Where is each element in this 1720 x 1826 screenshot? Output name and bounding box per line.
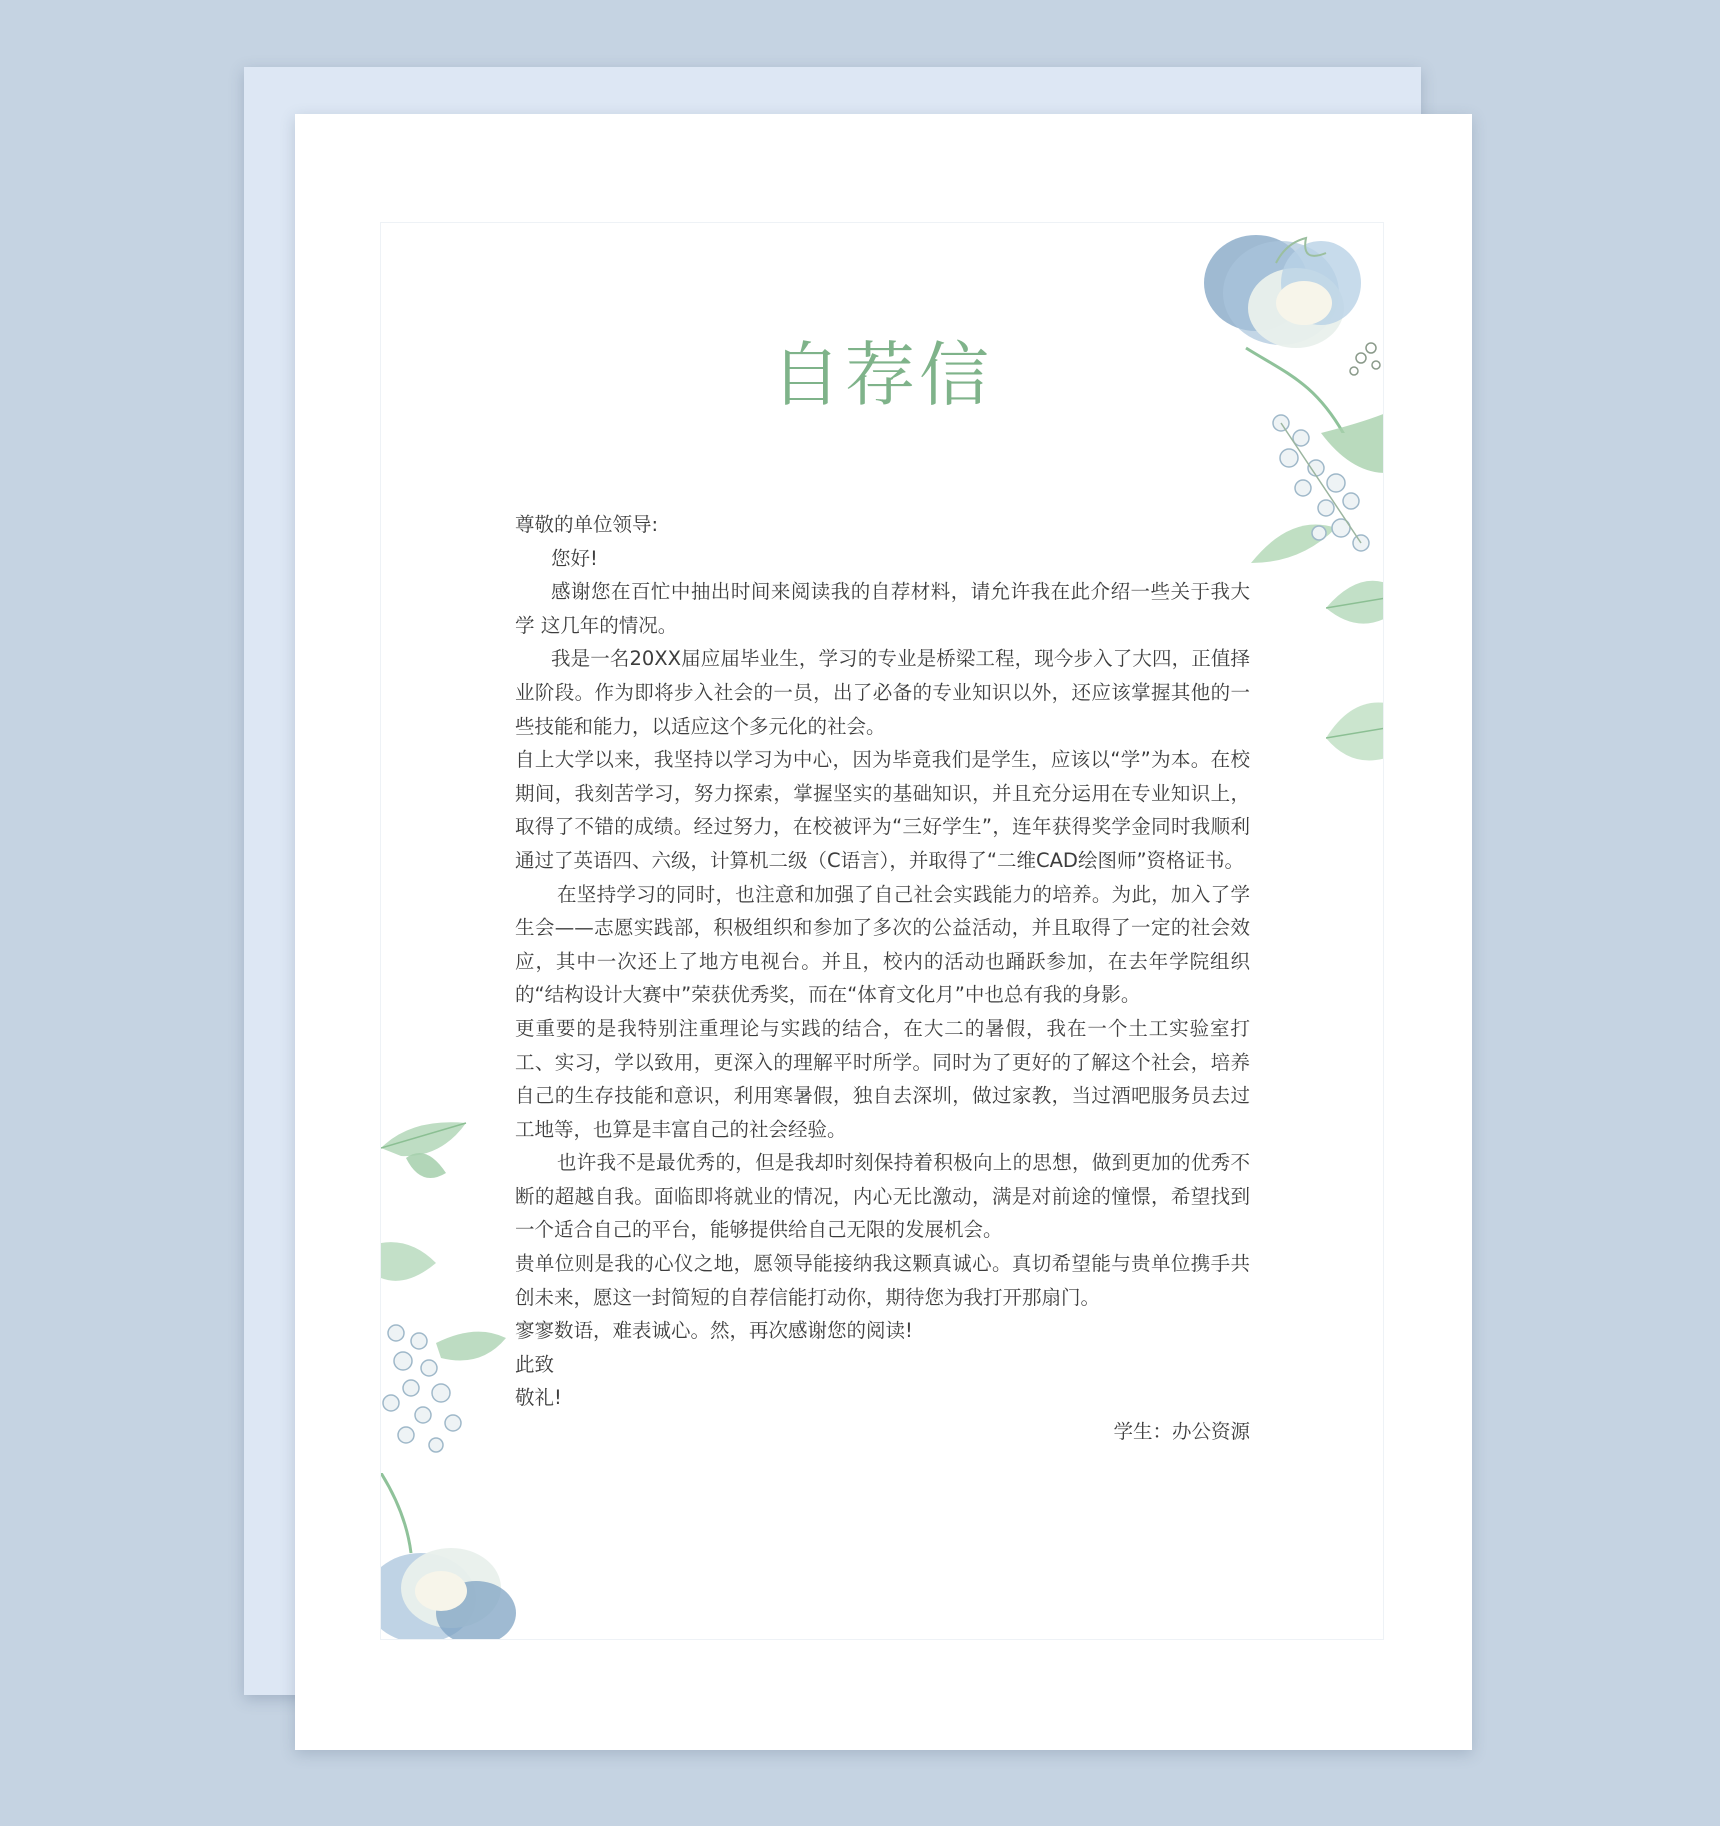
paragraph-6: 也许我不是最优秀的，但是我却时刻保持着积极向上的思想，做到更加的优秀不断的超越自我。面临即将就业的情况，内心无比激动，满是对前途的憧憬，希望找到一个适合自己的平台，能够提供给自己无限的发展机会。 xyxy=(515,1151,1250,1242)
paragraph-5: 更重要的是我特别注重理论与实践的结合，在大二的暑假，我在一个土工实验室打工、实习，学以致用，更深入的理解平时所学。同时为了更好的了解这个社会，培养自己的生存技能和意识，利用寒暑假，独自去深圳，做过家教，当过酒吧服务员去过工地等，也算是丰富自己的社会经验。 xyxy=(515,1016,1250,1141)
leaf-right-1-icon xyxy=(1326,573,1383,643)
letter-body xyxy=(515,508,1250,1449)
paragraph-2: 我是一名20XX届应届毕业生，学习的专业是桥梁工程，现今步入了大四，正值择业阶段。作为即将步入社会的一员，出了必备的专业知识以外，还应该掌握其他的一些技能和能力，以适应这个多元化的社会。 xyxy=(515,647,1250,738)
paragraph-7: 贵单位则是我的心仪之地，愿领导能接纳我这颗真诚心。真切希望能与贵单位携手共创未来，愿这一封简短的自荐信能打动你，期待您为我打开那扇门。 xyxy=(515,1252,1250,1309)
salutation: 尊敬的单位领导: xyxy=(515,513,659,536)
paragraph-1: 感谢您在百忙中抽出时间来阅读我的自荐材料，请允许我在此介绍一些关于我大学 这几年的情况。 xyxy=(515,580,1250,637)
leaves-left-icon xyxy=(381,1118,471,1188)
closing-line-2: 敬礼! xyxy=(515,1386,562,1410)
paragraph-8: 寥寥数语，难表诚心。然，再次感谢您的阅读! xyxy=(515,1319,913,1343)
signature: 学生：办公资源 xyxy=(1113,1420,1250,1444)
closing-line-1: 此致 xyxy=(515,1352,555,1376)
watercolor-flower-bottom-left-icon xyxy=(381,1473,521,1639)
paragraph-3: 自上大学以来，我坚持以学习为中心，因为毕竟我们是学生，应该以“学”为本。在校期间，我刻苦学习，努力探索，掌握坚实的基础知识，并且充分运用在专业知识上，取得了不错的成绩。经过努力，在校被评为“三好学生”，连年获得奖学金同时我顺利通过了英语四、六级，计算机二级（C语言），并取得了“二维CAD绘图师”资格证书。 xyxy=(515,748,1250,872)
letter-page xyxy=(381,223,1383,1639)
greeting: 您好! xyxy=(551,546,598,570)
leaf-right-2-icon xyxy=(1326,698,1383,773)
paragraph-4: 在坚持学习的同时，也注意和加强了自己社会实践能力的培养。为此，加入了学生会——志愿实践部，积极组织和参加了多次的公益活动，并且取得了一定的社会效应，其中一次还上了地方电视台。并且，校内的活动也踊跃参加，在去年学院组织的“结构设计大赛中”荣获优秀奖，而在“体育文化月”中也总有我的身影。 xyxy=(515,882,1250,1007)
leaf-left-2-icon xyxy=(381,1233,441,1288)
document-title: 自荐信 xyxy=(771,334,993,416)
berries-left-icon xyxy=(381,1323,511,1458)
